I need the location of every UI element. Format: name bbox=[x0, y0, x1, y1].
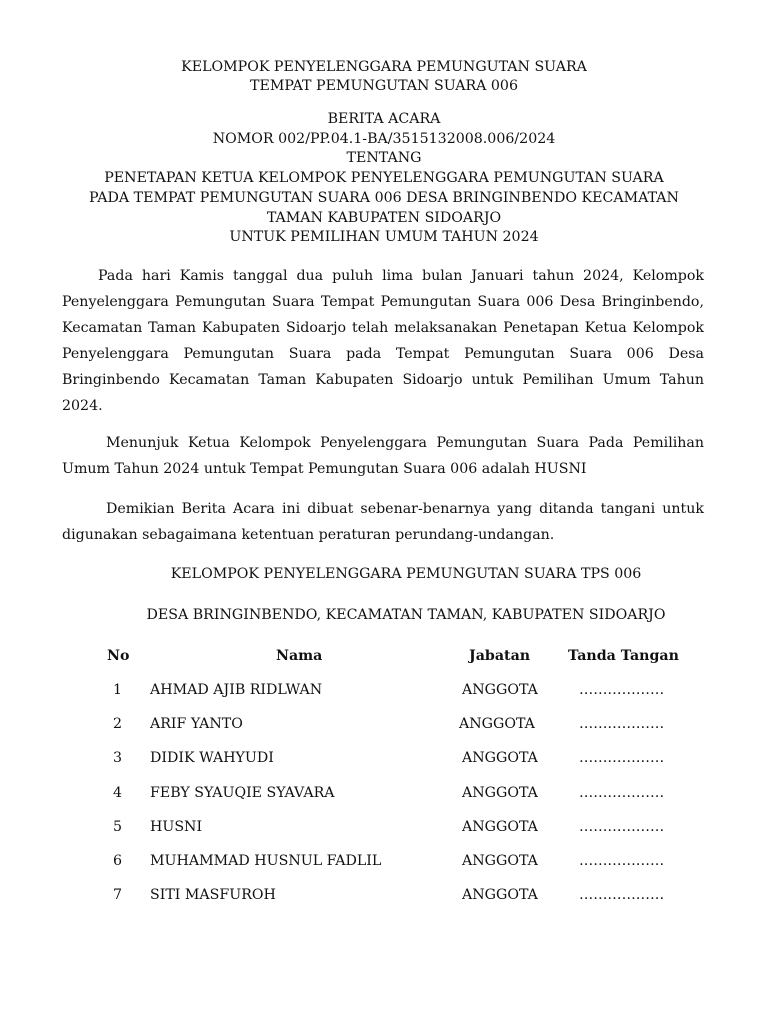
row-position: ANGGOTA bbox=[462, 887, 538, 903]
header-nama: Nama bbox=[276, 648, 323, 664]
subject-line-4: UNTUK PEMILIHAN UMUM TAHUN 2024 bbox=[229, 229, 539, 245]
row-number: 5 bbox=[113, 819, 123, 835]
row-signature-blank: ……………… bbox=[579, 819, 665, 835]
row-signature-blank: ……………… bbox=[579, 716, 665, 732]
row-position: ANGGOTA bbox=[462, 750, 538, 766]
tentang-label: TENTANG bbox=[346, 150, 422, 166]
row-name: AHMAD AJIB RIDLWAN bbox=[150, 682, 323, 698]
row-name: ARIF YANTO bbox=[150, 716, 243, 732]
row-signature-blank: ……………… bbox=[579, 853, 665, 869]
row-signature-blank: ……………… bbox=[579, 785, 665, 801]
row-number: 6 bbox=[113, 853, 123, 869]
row-number: 3 bbox=[113, 750, 123, 766]
row-position: ANGGOTA bbox=[462, 682, 538, 698]
row-position: ANGGOTA bbox=[459, 716, 535, 732]
row-number: 2 bbox=[113, 716, 123, 732]
row-number: 4 bbox=[113, 785, 123, 801]
header-line-2: TEMPAT PEMUNGUTAN SUARA 006 bbox=[250, 78, 518, 94]
document-number: NOMOR 002/PP.04.1-BA/3515132008.006/2024 bbox=[212, 131, 556, 147]
row-position: ANGGOTA bbox=[462, 853, 538, 869]
row-name: HUSNI bbox=[150, 819, 203, 835]
row-signature-blank: ……………… bbox=[579, 887, 665, 903]
row-name: MUHAMMAD HUSNUL FADLIL bbox=[150, 853, 382, 869]
header-no: No bbox=[107, 648, 130, 664]
row-name: FEBY SYAUQIE SYAVARA bbox=[150, 785, 335, 801]
signature-heading-1: KELOMPOK PENYELENGGARA PEMUNGUTAN SUARA TPS 006 bbox=[170, 566, 642, 582]
paragraph-appointment: Menunjuk Ketua Kelompok Penyelenggara Pemungutan Suara Pada Pemilihan Umum Tahun 2024 untuk Tempat Pemungutan Suara 006 adalah HUSNI bbox=[62, 435, 704, 477]
row-position: ANGGOTA bbox=[462, 785, 538, 801]
document-title: BERITA ACARA bbox=[327, 111, 441, 127]
row-name: SITI MASFUROH bbox=[150, 887, 276, 903]
header-line-1: KELOMPOK PENYELENGGARA PEMUNGUTAN SUARA bbox=[181, 59, 587, 75]
row-name: DIDIK WAHYUDI bbox=[150, 750, 274, 766]
subject-line-1: PENETAPAN KETUA KELOMPOK PENYELENGGARA PEMUNGUTAN SUARA bbox=[104, 170, 664, 186]
row-number: 7 bbox=[113, 887, 123, 903]
paragraph-opening: Pada hari Kamis tanggal dua puluh lima bulan Januari tahun 2024, Kelompok Penyelenggara Pemungutan Suara Tempat Pemungutan Suara 006 Desa Bringinbendo, Kecamatan Taman Kabupaten Sidoarjo telah melaksanakan Penetapan Ketua Kelompok Penyelenggara Pemungutan Suara pada Tempat Pemungutan Suara 006 Desa Bringinbendo Kecamatan Taman Kabupaten Sidoarjo untuk Pemilihan Umum Tahun 2024. bbox=[62, 268, 704, 414]
row-signature-blank: ……………… bbox=[579, 682, 665, 698]
header-jabatan: Jabatan bbox=[469, 648, 531, 664]
subject-line-2: PADA TEMPAT PEMUNGUTAN SUARA 006 DESA BRINGINBENDO KECAMATAN bbox=[89, 190, 679, 206]
signature-heading-2: DESA BRINGINBENDO, KECAMATAN TAMAN, KABUPATEN SIDOARJO bbox=[146, 607, 666, 623]
row-number: 1 bbox=[113, 682, 123, 698]
row-position: ANGGOTA bbox=[462, 819, 538, 835]
row-signature-blank: ……………… bbox=[579, 750, 665, 766]
header-tanda-tangan: Tanda Tangan bbox=[568, 648, 679, 664]
subject-line-3: TAMAN KABUPATEN SIDOARJO bbox=[266, 210, 502, 226]
paragraph-closing: Demikian Berita Acara ini dibuat sebenar-benarnya yang ditanda tangani untuk digunakan sebagaimana ketentuan peraturan perundang-undangan. bbox=[62, 501, 704, 543]
